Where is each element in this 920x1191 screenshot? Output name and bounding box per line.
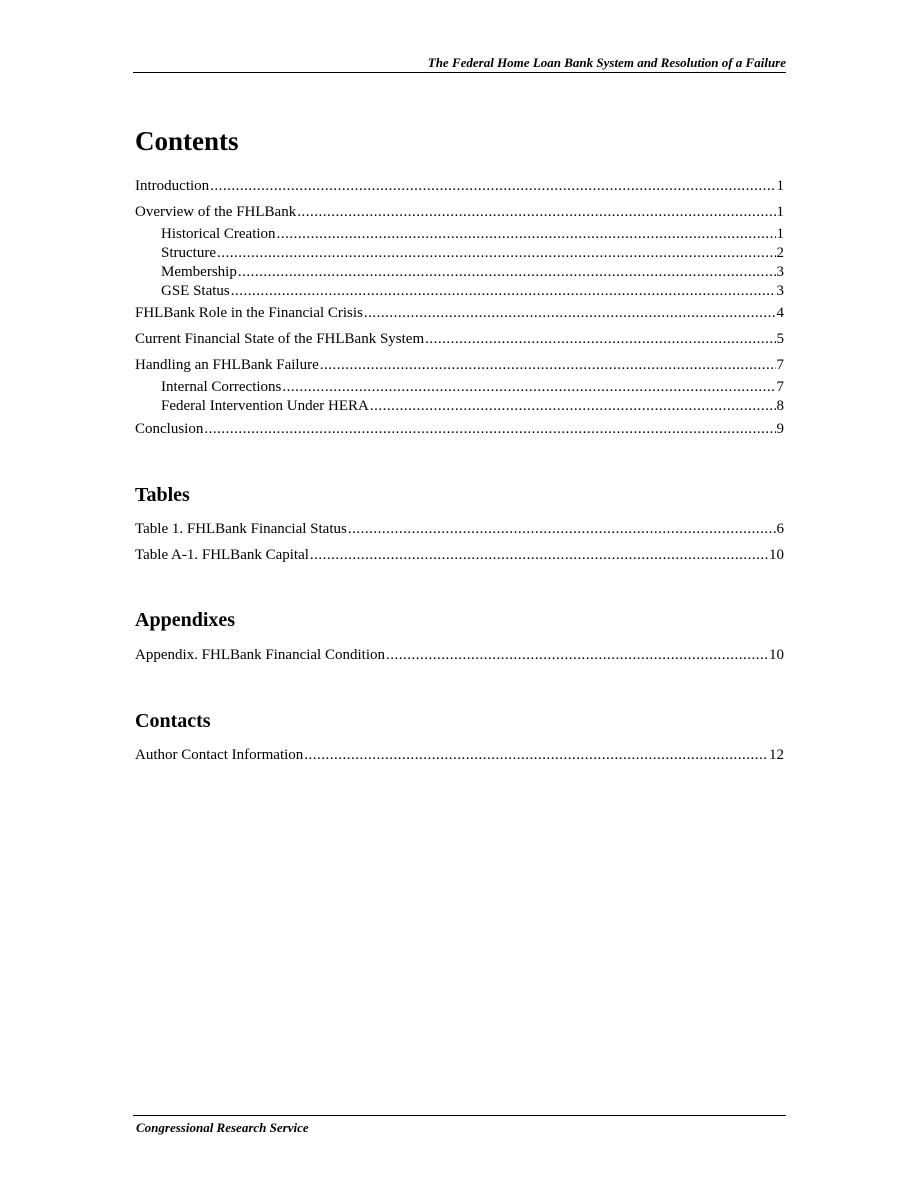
toc-entry-label: Federal Intervention Under HERA: [161, 398, 369, 414]
running-header: The Federal Home Loan Bank System and Resolution of a Failure: [427, 55, 786, 70]
toc-entry-gse-status[interactable]: [161, 282, 784, 300]
toc-entry-label: Handling an FHLBank Failure: [135, 357, 319, 373]
toc-entry-label: Table A-1. FHLBank Capital: [135, 547, 309, 563]
footer-rule: [133, 1115, 786, 1116]
toc-entry-current-financial-state[interactable]: [135, 330, 784, 348]
toc-page-number: 5: [776, 331, 784, 347]
dot-leader: [277, 225, 776, 243]
tables-heading: Tables: [135, 484, 190, 506]
toc-entry-label: Conclusion: [135, 421, 204, 437]
toc-entry-historical-creation[interactable]: [161, 225, 784, 243]
toc-entry-label: Appendix. FHLBank Financial Condition: [135, 647, 385, 663]
toc-page-number: 10: [769, 647, 784, 663]
toc-page-number: 3: [776, 283, 784, 299]
toc-page-number: 12: [769, 747, 784, 763]
contents-heading: Contents: [135, 126, 239, 156]
dot-leader: [386, 646, 768, 664]
toc-entry-membership[interactable]: [161, 263, 784, 281]
running-footer: Congressional Research Service: [136, 1120, 309, 1135]
dot-leader: [310, 546, 768, 564]
toc-entry-label: GSE Status: [161, 283, 230, 299]
toc-page-number: 1: [776, 204, 784, 220]
toc-entry-label: FHLBank Role in the Financial Crisis: [135, 305, 363, 321]
toc-entry-label: Current Financial State of the FHLBank System: [135, 331, 425, 347]
dot-leader: [238, 263, 776, 281]
toc-page-number: 1: [776, 178, 784, 194]
header-rule: [133, 72, 786, 73]
toc-entry-handling-failure[interactable]: [135, 356, 784, 374]
toc-entry-conclusion[interactable]: [135, 420, 784, 438]
dot-leader: [370, 397, 776, 415]
toc-entry-introduction[interactable]: [135, 177, 784, 195]
toc-entry-federal-intervention[interactable]: [161, 397, 784, 415]
dot-leader: [320, 356, 776, 374]
toc-entry-internal-corrections[interactable]: [161, 378, 784, 396]
toc-entry-label: Introduction: [135, 178, 210, 194]
dot-leader: [204, 420, 775, 438]
dot-leader: [210, 177, 775, 195]
toc-entry-label: Overview of the FHLBank: [135, 204, 297, 220]
toc-page-number: 7: [776, 379, 784, 395]
toc-entry-financial-crisis[interactable]: [135, 304, 784, 322]
toc-page-number: 10: [769, 547, 784, 563]
toc-entry-label: Author Contact Information: [135, 747, 304, 763]
dot-leader: [231, 282, 776, 300]
toc-page-number: 7: [776, 357, 784, 373]
dot-leader: [217, 244, 776, 262]
toc-entry-overview[interactable]: [135, 203, 784, 221]
contacts-heading: Contacts: [135, 710, 211, 732]
dot-leader: [304, 746, 768, 764]
toc-page-number: 3: [776, 264, 784, 280]
toc-entry-label: Structure: [161, 245, 216, 261]
dot-leader: [282, 378, 775, 396]
dot-leader: [348, 520, 776, 538]
toc-entry-label: Table 1. FHLBank Financial Status: [135, 521, 347, 537]
dot-leader: [297, 203, 775, 221]
dot-leader: [425, 330, 775, 348]
toc-entry-author-contact[interactable]: [135, 746, 784, 764]
toc-page-number: 6: [776, 521, 784, 537]
toc-page-number: 1: [776, 226, 784, 242]
toc-entry-table-1[interactable]: [135, 520, 784, 538]
toc-page-number: 4: [776, 305, 784, 321]
toc-entry-label: Historical Creation: [161, 226, 276, 242]
toc-page-number: 8: [776, 398, 784, 414]
toc-entry-label: Internal Corrections: [161, 379, 282, 395]
toc-page-number: 2: [776, 245, 784, 261]
toc-entry-appendix[interactable]: [135, 646, 784, 664]
dot-leader: [364, 304, 776, 322]
toc-page-number: 9: [776, 421, 784, 437]
toc-entry-structure[interactable]: [161, 244, 784, 262]
toc-entry-table-a1[interactable]: [135, 546, 784, 564]
appendixes-heading: Appendixes: [135, 609, 236, 631]
toc-entry-label: Membership: [161, 264, 237, 280]
